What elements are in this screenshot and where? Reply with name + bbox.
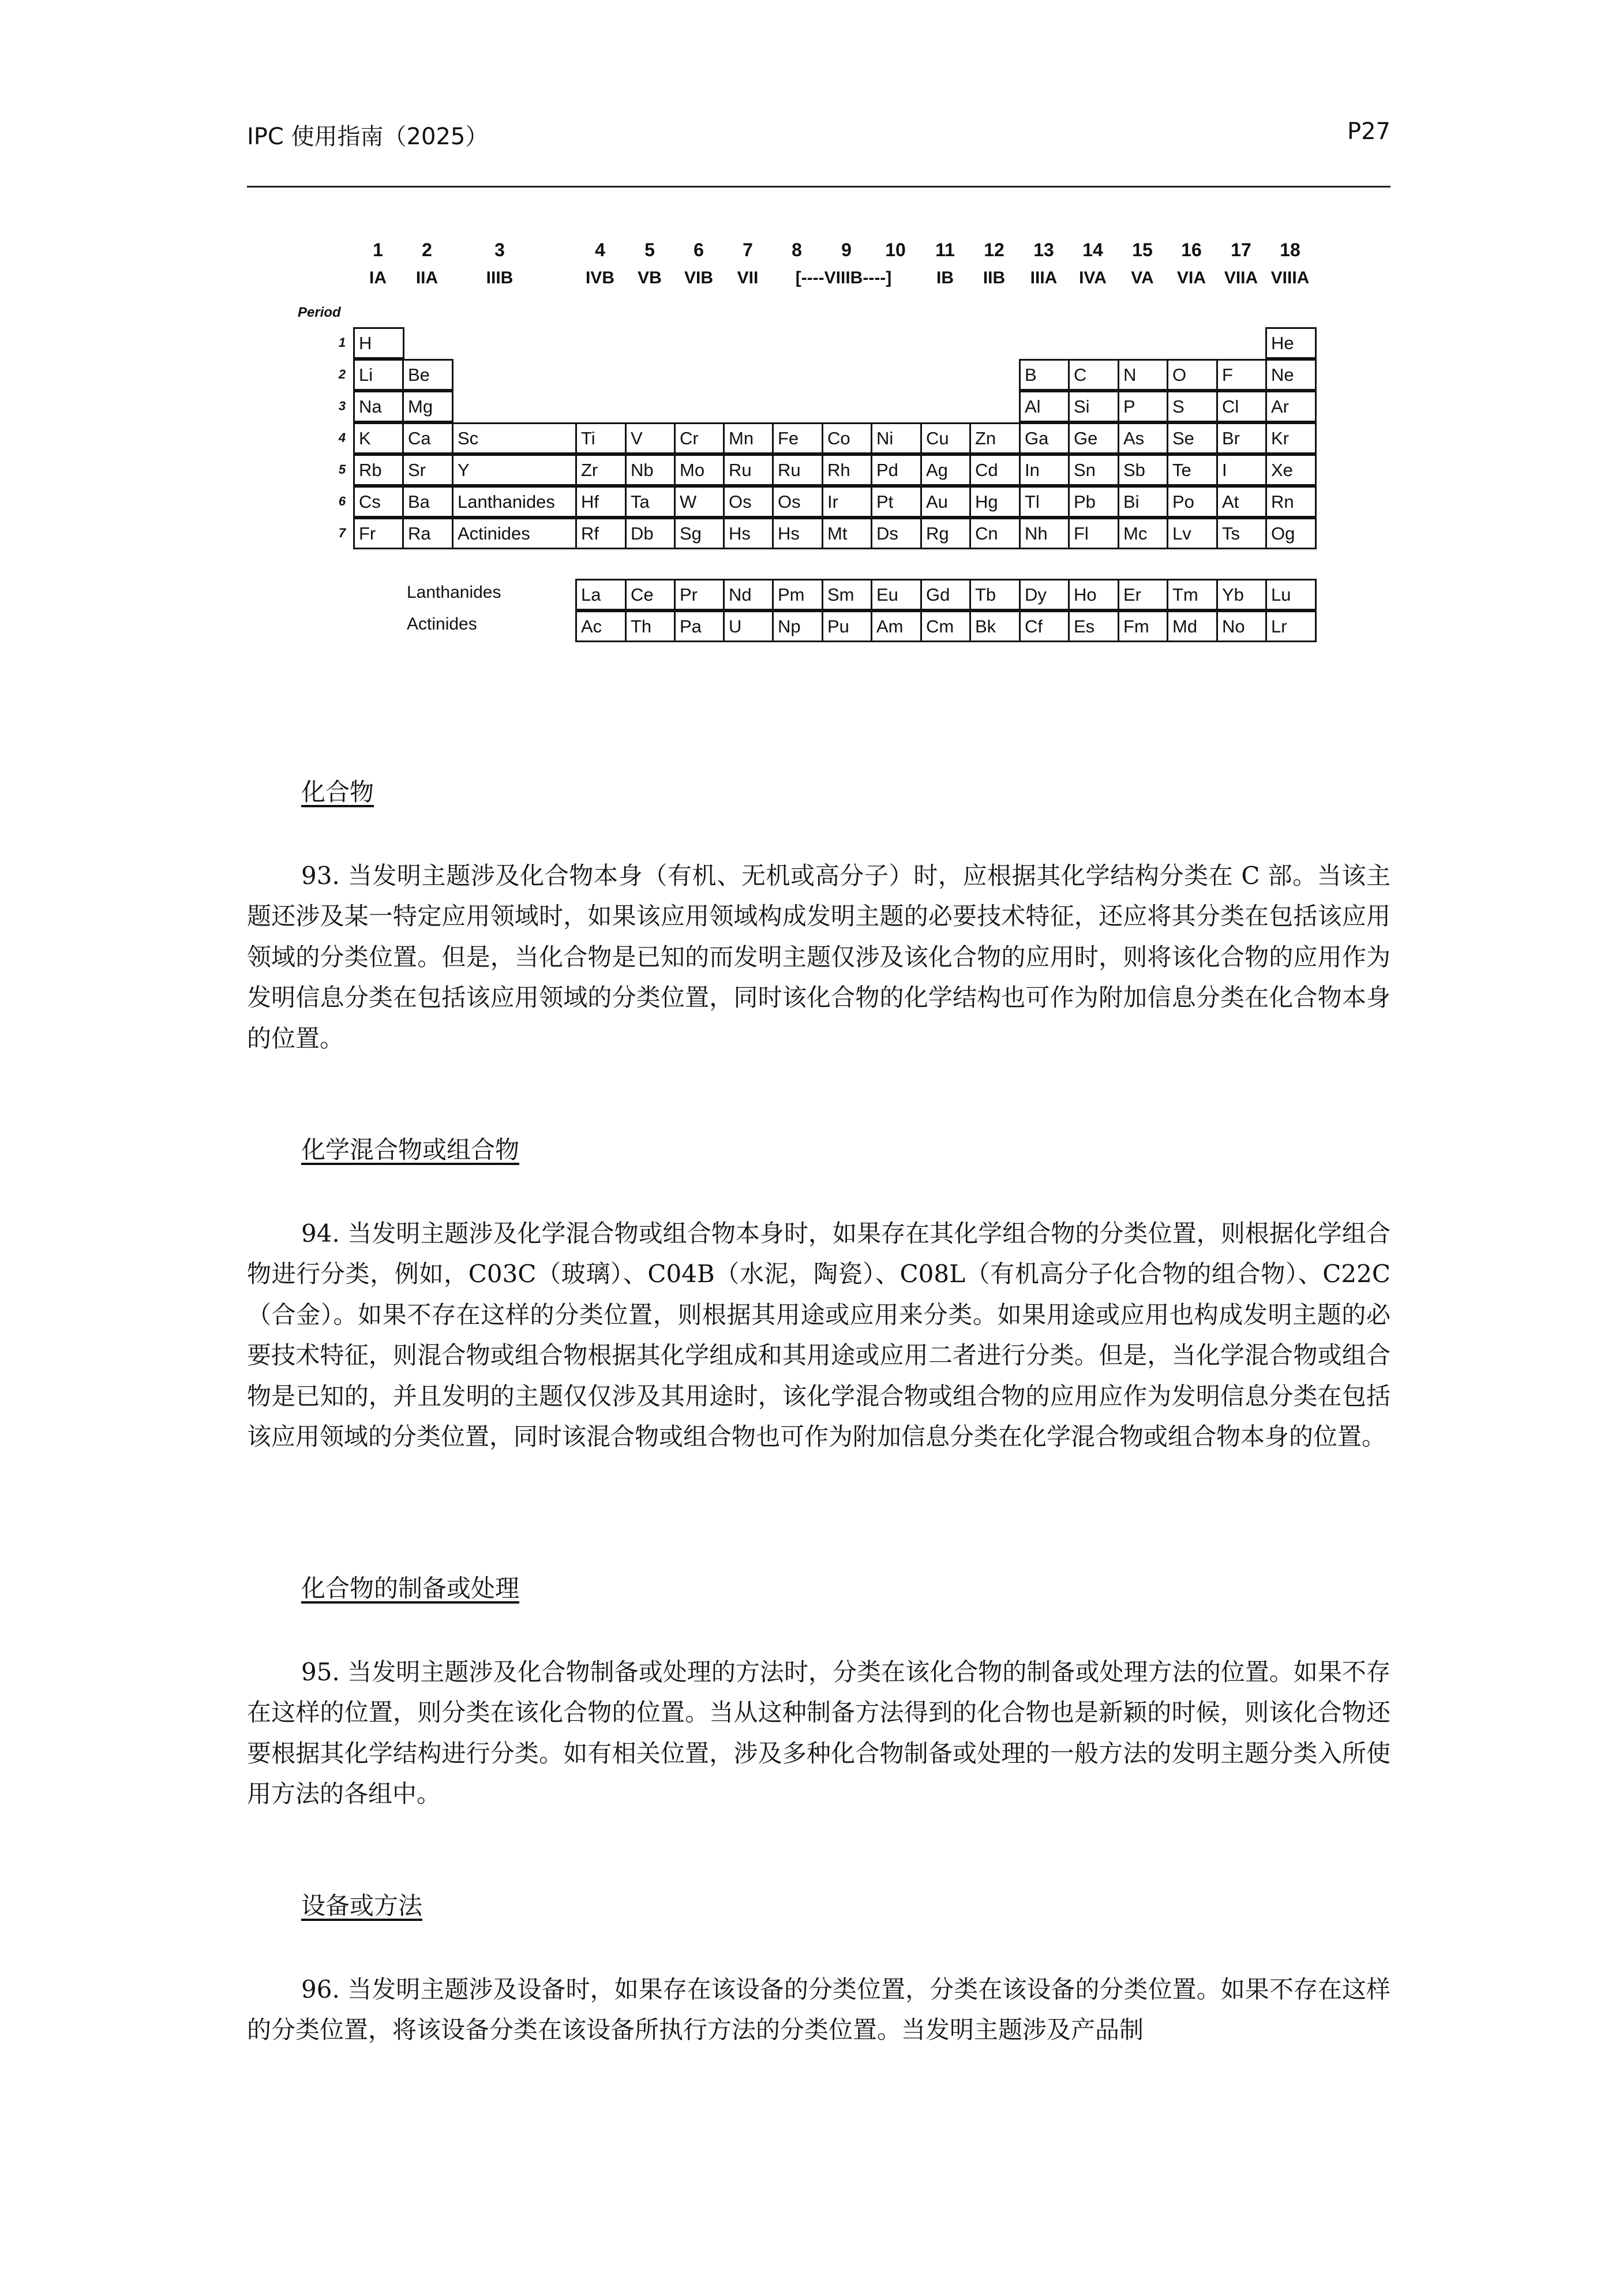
element-cell: Br (1216, 422, 1268, 454)
element-cell: Fe (772, 422, 823, 454)
paragraph-93: 93. 当发明主题涉及化合物本身（有机、无机或高分子）时，应根据其化学结构分类在 C 部。当该主题还涉及某一特定应用领域时，如果该应用领域构成发明主题的必要技术特征，还应将其分类在包括该应用领域的分类位置。但是，当化合物是已知的而发明主题仅涉及该化合物的应用时，则将该化合物的应用作为发明信息分类在包括该应用领域的分类位置，同时该化合物的化学结构也可作为附加信息分类在化合物本身的位置。 (247, 862, 1390, 1053)
element-cell: N (1118, 359, 1169, 391)
element-cell: Kr (1265, 422, 1317, 454)
element-cell: I (1216, 454, 1268, 486)
element-cell: Pt (871, 486, 922, 518)
element-cell: Pd (871, 454, 922, 486)
lanthanide-cell: La (575, 579, 627, 610)
group-number: 7 (743, 239, 753, 260)
group-roman-label: VII (737, 268, 759, 287)
actinide-cell: Ac (575, 610, 627, 642)
group-number: 14 (1082, 239, 1103, 260)
header-divider (247, 186, 1390, 188)
group-roman-label: IIB (983, 268, 1006, 287)
element-cell: Rn (1265, 486, 1317, 518)
element-cell: S (1167, 391, 1218, 422)
element-cell: Sn (1068, 454, 1119, 486)
element-cell: F (1216, 359, 1268, 391)
element-cell: Co (822, 422, 873, 454)
element-cell: In (1019, 454, 1070, 486)
element-cell: Ds (871, 518, 922, 549)
document-title: IPC 使用指南（2025） (247, 123, 489, 150)
lanthanide-cell: Tb (969, 579, 1021, 610)
period-number: 1 (338, 335, 346, 350)
element-cell: Cn (969, 518, 1021, 549)
element-cell: Tl (1019, 486, 1070, 518)
group-number: 1 (373, 239, 383, 260)
section-title-preparation: 化合物的制备或处理 (301, 1574, 520, 1602)
element-cell: Fr (353, 518, 404, 549)
element-cell: Nh (1019, 518, 1070, 549)
element-cell: C (1068, 359, 1119, 391)
element-cell: Ni (871, 422, 922, 454)
element-cell: Rh (822, 454, 873, 486)
element-cell: Si (1068, 391, 1119, 422)
element-cell: Ti (575, 422, 627, 454)
group-number: 10 (885, 239, 906, 260)
element-cell: Cr (674, 422, 725, 454)
group-number: 15 (1132, 239, 1153, 260)
lanthanide-cell: Yb (1216, 579, 1268, 610)
element-cell: P (1118, 391, 1169, 422)
periodic-table (247, 202, 1390, 687)
element-cell: Mc (1118, 518, 1169, 549)
lanthanide-cell: Nd (723, 579, 774, 610)
lanthanide-cell: Ce (625, 579, 676, 610)
actinide-cell: U (723, 610, 774, 642)
element-cell: Ru (723, 454, 774, 486)
period-label: Period (298, 305, 341, 320)
element-cell: Mn (723, 422, 774, 454)
element-cell: Ir (822, 486, 873, 518)
element-cell: As (1118, 422, 1169, 454)
element-cell: Sc (452, 422, 577, 454)
group-roman-label: IIA (415, 268, 438, 287)
element-cell: Po (1167, 486, 1218, 518)
page-number: P27 (1347, 118, 1390, 145)
lanthanides-label: Lanthanides (407, 583, 501, 602)
element-cell: Mg (402, 391, 453, 422)
element-cell: Be (402, 359, 453, 391)
group-roman-label: VIIIA (1270, 268, 1310, 287)
element-cell: W (674, 486, 725, 518)
group-roman-label: IB (936, 268, 954, 287)
element-cell: Ru (772, 454, 823, 486)
element-cell: Se (1167, 422, 1218, 454)
group-number: 8 (792, 239, 802, 260)
group-roman-label: IVB (585, 268, 614, 287)
group-roman-label: VIB (684, 268, 713, 287)
actinide-cell: Md (1167, 610, 1218, 642)
group-number: 3 (494, 239, 505, 260)
element-cell: Ba (402, 486, 453, 518)
element-cell: V (625, 422, 676, 454)
actinide-cell: Fm (1118, 610, 1169, 642)
group-roman-label: IA (369, 268, 387, 287)
paragraph-94: 94. 当发明主题涉及化学混合物或组合物本身时，如果存在其化学组合物的分类位置，则根据化学组合物进行分类，例如，C03C（玻璃）、C04B（水泥，陶瓷）、C08L（有机高分子化合物的组合物）、C22C（合金）。如果不存在这样的分类位置，则根据其用途或应用来分类。如果用途或应用也构成发明主题的必要技术特征，则混合物或组合物根据其化学组成和其用途或应用二者进行分类。但是，当化学混合物或组合物是已知的，并且发明的主题仅仅涉及其用途时，该化学混合物或组合物的应用应作为发明信息分类在包括该应用领域的分类位置，同时该混合物或组合物也可作为附加信息分类在化学混合物或组合物本身的位置。 (247, 1219, 1390, 1451)
lanthanide-cell: Gd (920, 579, 972, 610)
element-cell: Cu (920, 422, 972, 454)
page-header (247, 118, 1390, 159)
group-number: 16 (1181, 239, 1202, 260)
element-cell: Ca (402, 422, 453, 454)
lanthanide-cell: Eu (871, 579, 922, 610)
group-viiib-label: [----VIIIB----] (795, 268, 892, 287)
lanthanide-cell: Ho (1068, 579, 1119, 610)
element-cell: Rb (353, 454, 404, 486)
element-cell: Ag (920, 454, 972, 486)
element-cell: Sg (674, 518, 725, 549)
lanthanide-cell: Sm (822, 579, 873, 610)
group-number: 13 (1033, 239, 1054, 260)
element-cell: Ts (1216, 518, 1268, 549)
element-cell: Hg (969, 486, 1021, 518)
element-cell: Nb (625, 454, 676, 486)
element-cell: Ne (1265, 359, 1317, 391)
paragraph-95: 95. 当发明主题涉及化合物制备或处理的方法时，分类在该化合物的制备或处理方法的位置。如果不存在这样的位置，则分类在该化合物的位置。当从这种制备方法得到的化合物也是新颖的时候，则该化合物还要根据其化学结构进行分类。如有相关位置，涉及多种化合物制备或处理的一般方法的发明主题分类入所使用方法的各组中。 (247, 1658, 1390, 1808)
element-cell: Ge (1068, 422, 1119, 454)
element-cell: Au (920, 486, 972, 518)
element-cell: Sr (402, 454, 453, 486)
lanthanide-cell: Dy (1019, 579, 1070, 610)
group-roman-label: VB (638, 268, 662, 287)
element-cell: Zr (575, 454, 627, 486)
actinide-cell: Pu (822, 610, 873, 642)
lanthanide-cell: Tm (1167, 579, 1218, 610)
element-cell: Zn (969, 422, 1021, 454)
element-cell: Na (353, 391, 404, 422)
element-cell: Ar (1265, 391, 1317, 422)
section-title-apparatus: 设备或方法 (301, 1892, 423, 1920)
element-cell: Cd (969, 454, 1021, 486)
element-cell: Ga (1019, 422, 1070, 454)
element-cell: Ta (625, 486, 676, 518)
group-roman-label: IIIA (1030, 268, 1058, 287)
element-cell: Bi (1118, 486, 1169, 518)
period-number: 7 (338, 526, 346, 540)
group-roman-label: VIIA (1224, 268, 1258, 287)
actinide-cell: Bk (969, 610, 1021, 642)
lanthanide-cell: Pr (674, 579, 725, 610)
group-number: 18 (1280, 239, 1300, 260)
element-cell: Y (452, 454, 577, 486)
actinides-label: Actinides (407, 615, 477, 634)
group-number: 12 (984, 239, 1004, 260)
group-number: 4 (595, 239, 605, 260)
element-cell: Pb (1068, 486, 1119, 518)
actinide-cell: Cf (1019, 610, 1070, 642)
group-roman-label: VA (1131, 268, 1154, 287)
actinide-cell: Cm (920, 610, 972, 642)
group-roman-label: IVA (1079, 268, 1107, 287)
period-number: 3 (338, 399, 346, 413)
element-cell: K (353, 422, 404, 454)
group-number: 5 (644, 239, 655, 260)
paragraph-96: 96. 当发明主题涉及设备时，如果存在该设备的分类位置，分类在该设备的分类位置。如果不存在这样的分类位置，将该设备分类在该设备所执行方法的分类位置。当发明主题涉及产品制 (247, 1975, 1390, 2044)
element-cell: Os (772, 486, 823, 518)
group-number: 6 (694, 239, 704, 260)
element-cell: Xe (1265, 454, 1317, 486)
element-cell: He (1265, 327, 1317, 359)
actinide-cell: Np (772, 610, 823, 642)
section-title-compounds: 化合物 (301, 778, 374, 806)
element-cell: O (1167, 359, 1218, 391)
element-cell: B (1019, 359, 1070, 391)
element-cell: Hs (723, 518, 774, 549)
element-cell: At (1216, 486, 1268, 518)
period-number: 6 (338, 494, 346, 508)
period-number: 4 (338, 430, 346, 445)
section-title-mixtures: 化学混合物或组合物 (301, 1136, 520, 1164)
actinide-cell: Lr (1265, 610, 1317, 642)
element-cell: Hf (575, 486, 627, 518)
lanthanide-cell: Pm (772, 579, 823, 610)
element-cell: Al (1019, 391, 1070, 422)
element-cell: Hs (772, 518, 823, 549)
element-cell: Cl (1216, 391, 1268, 422)
group-number: 11 (935, 239, 955, 260)
element-cell: Cs (353, 486, 404, 518)
element-cell: Mt (822, 518, 873, 549)
actinide-cell: No (1216, 610, 1268, 642)
element-cell: Lanthanides (452, 486, 577, 518)
element-cell: Rg (920, 518, 972, 549)
actinide-cell: Pa (674, 610, 725, 642)
element-cell: Sb (1118, 454, 1169, 486)
period-number: 5 (338, 462, 346, 477)
period-number: 2 (338, 367, 346, 381)
actinide-cell: Es (1068, 610, 1119, 642)
element-cell: Ra (402, 518, 453, 549)
actinide-cell: Am (871, 610, 922, 642)
element-cell: Os (723, 486, 774, 518)
group-roman-label: IIIB (486, 268, 513, 287)
element-cell: Actinides (452, 518, 577, 549)
element-cell: Li (353, 359, 404, 391)
group-number: 9 (841, 239, 852, 260)
element-cell: Db (625, 518, 676, 549)
element-cell: Rf (575, 518, 627, 549)
group-number: 2 (422, 239, 432, 260)
element-cell: Lv (1167, 518, 1218, 549)
element-cell: Mo (674, 454, 725, 486)
actinide-cell: Th (625, 610, 676, 642)
group-number: 17 (1231, 239, 1251, 260)
element-cell: H (353, 327, 404, 359)
element-cell: Te (1167, 454, 1218, 486)
lanthanide-cell: Lu (1265, 579, 1317, 610)
lanthanide-cell: Er (1118, 579, 1169, 610)
group-roman-label: VIA (1176, 268, 1206, 287)
element-cell: Og (1265, 518, 1317, 549)
element-cell: Fl (1068, 518, 1119, 549)
